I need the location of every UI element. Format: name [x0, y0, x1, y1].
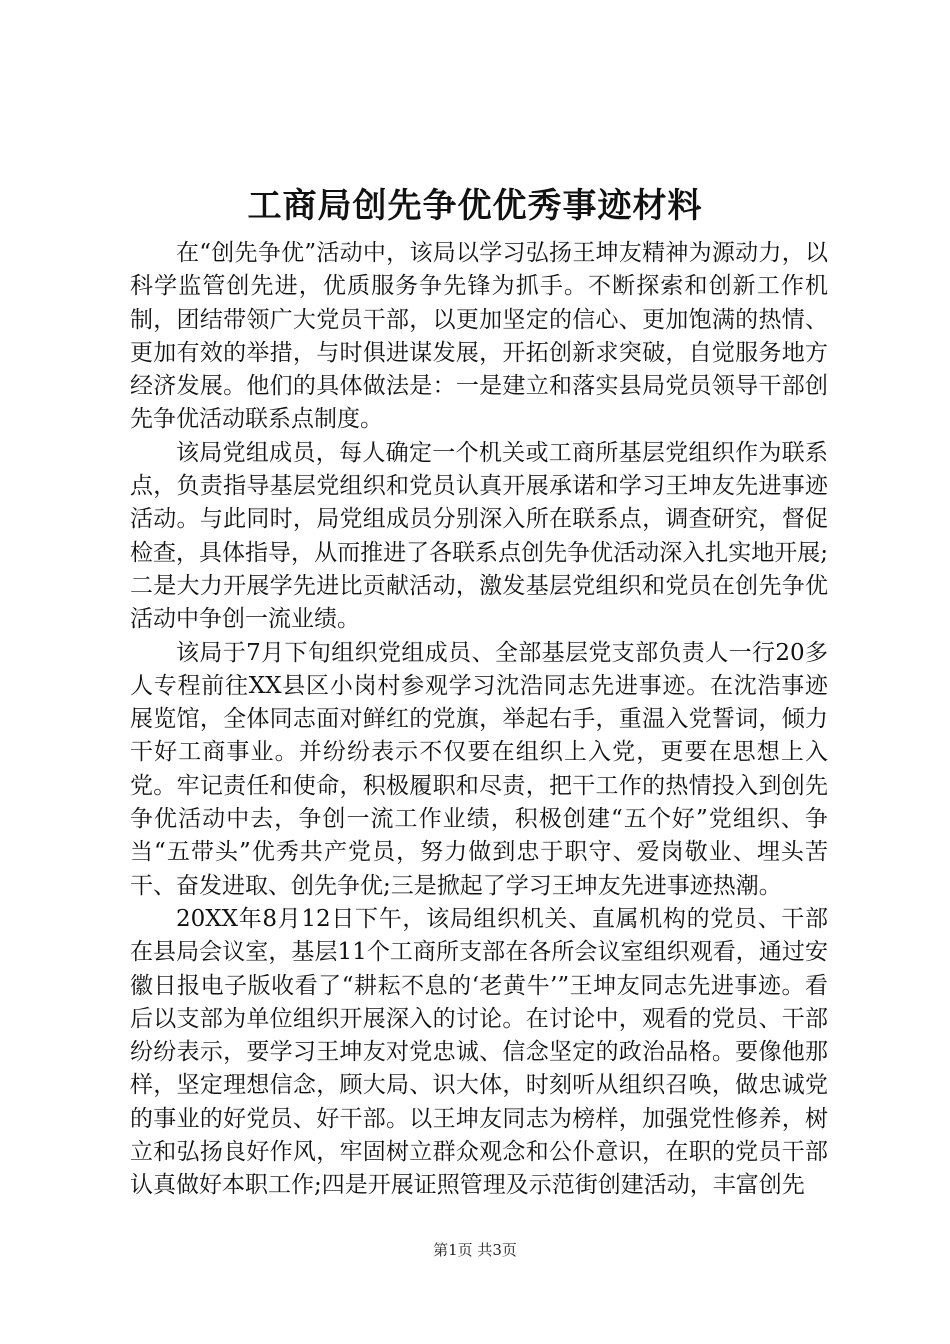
paragraph-1: 在“创先争优”活动中，该局以学习弘扬王坤友精神为源动力，以科学监管创先进，优质服务争先锋为抓手。不断探索和创新工作机制，团结带领广大党员干部，以更加坚定的信心、更加饱满的热情、更加有效的举措，与时俱进谋发展，开拓创新求突破，自觉服务地方经济发展。他们的具体做法是：一是建立和落实县局党员领导干部创先争优活动联系点制度。: [130, 240, 828, 433]
paragraph-3: 该局于7月下旬组织党组成员、全部基层党支部负责人一行20多人专程前往XX县区小岗村参观学习沈浩同志先进事迹。在沈浩事迹展览馆，全体同志面对鲜红的党旗，举起右手，重温入党誓词，倾力干好工商事业。并纷纷表示不仅要在组织上入党，更要在思想上入党。牢记责任和使命，积极履职和尽责，把干工作的热情投入到创先争优活动中去，争创一流工作业绩，积极创建“五个好”党组织、争当“五带头”优秀共产党员，努力做到忠于职守、爱岗敬业、埋头苦干、奋发进取、创先争优;三是掀起了学习王坤友先进事迹热潮。: [130, 639, 828, 899]
document-title: 工商局创先争优优秀事迹材料: [247, 186, 703, 226]
document-body: [130, 237, 828, 1203]
paragraph-4: 20XX年8月12日下午，该局组织机关、直属机构的党员、干部在县局会议室，基层11个工商所支部在各所会议室组织观看，通过安徽日报电子版收看了“耕耘不息的‘老黄牛’”王坤友同志先进事迹。看后以支部为单位组织开展深入的讨论。在讨论中，观看的党员、干部纷纷表示，要学习王坤友对党忠诚、信念坚定的政治品格。要像他那样，坚定理想信念，顾大局、识大体，时刻听从组织召唤，做忠诚党的事业的好党员、好干部。以王坤友同志为榜样，加强党性修养，树立和弘扬良好作风，牢固树立群众观念和公仆意识，在职的党员干部认真做好本职工作;四是开展证照管理及示范街创建活动，丰富创先: [130, 905, 828, 1199]
page-number-footer: 第1页 共3页: [433, 1241, 517, 1259]
paragraph-2: 该局党组成员，每人确定一个机关或工商所基层党组织作为联系点，负责指导基层党组织和党员认真开展承诺和学习王坤友先进事迹活动。与此同时，局党组成员分别深入所在联系点，调查研究，督促检查，具体指导，从而推进了各联系点创先争优活动深入扎实地开展;二是大力开展学先进比贡献活动，激发基层党组织和党员在创先争优活动中争创一流业绩。: [130, 439, 828, 633]
